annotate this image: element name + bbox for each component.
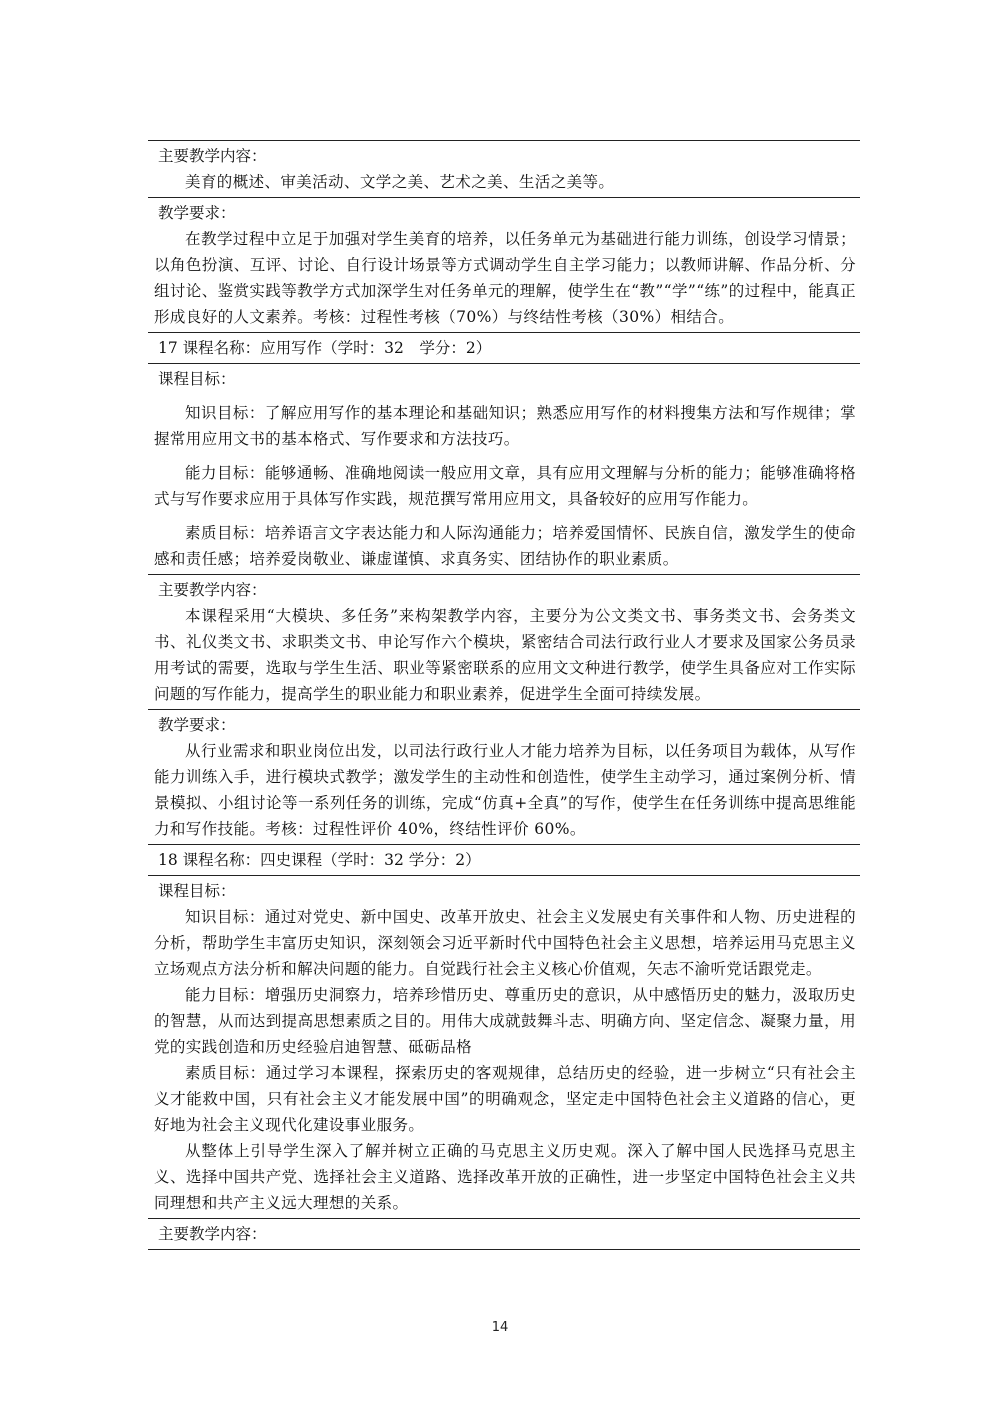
section-heading: 教学要求： <box>158 716 236 734</box>
section-paragraph: 素质目标：通过学习本课程，探索历史的客观规律，总结历史的经验，进一步树立“只有社会主义才能救中国，只有社会主义才能发展中国”的明确观念，坚定走中国特色社会主义道路的信心，更好地为社会主义现代化建设事业服务。 <box>154 1064 856 1134</box>
section-heading: 课程目标： <box>158 882 236 900</box>
section-heading: 主要教学内容： <box>158 1225 267 1243</box>
section-heading: 课程目标： <box>158 370 236 388</box>
document-section <box>148 844 860 875</box>
section-paragraph: 知识目标：了解应用写作的基本理论和基础知识；熟悉应用写作的材料搜集方法和写作规律；掌握常用应用文书的基本格式、写作要求和方法技巧。 <box>154 404 856 448</box>
section-heading: 主要教学内容： <box>158 581 267 599</box>
section-paragraph: 从行业需求和职业岗位出发，以司法行政行业人才能力培养为目标，以任务项目为载体，从写作能力训练入手，进行模块式教学；激发学生的主动性和创造性，使学生主动学习，通过案例分析、情景模拟、小组讨论等一系列任务的训练，完成“仿真+全真”的写作，使学生在任务训练中提高思维能力和写作技能。考核：过程性评价 40%，终结性评价 60%。 <box>154 742 856 838</box>
section-heading: 主要教学内容： <box>158 147 267 165</box>
section-heading: 教学要求： <box>158 204 236 222</box>
document-section <box>148 1218 860 1249</box>
document-section <box>148 574 860 709</box>
section-paragraph: 从整体上引导学生深入了解并树立正确的马克思主义历史观。深入了解中国人民选择马克思主义、选择中国共产党、选择社会主义道路、选择改革开放的正确性，进一步坚定中国特色社会主义共同理想和共产主义远大理想的关系。 <box>154 1142 856 1212</box>
section-paragraph: 知识目标：通过对党史、新中国史、改革开放史、社会主义发展史有关事件和人物、历史进程的分析，帮助学生丰富历史知识，深刻领会习近平新时代中国特色社会主义思想，培养运用马克思主义立场观点方法分析和解决问题的能力。自觉践行社会主义核心价值观，矢志不渝听党话跟党走。 <box>154 908 856 978</box>
section-end-rule <box>148 1249 860 1250</box>
document-section <box>148 363 860 574</box>
document-section <box>148 875 860 1218</box>
document-body <box>148 140 860 1250</box>
section-heading: 17 课程名称：应用写作（学时：32 学分：2） <box>158 339 492 357</box>
section-paragraph: 能力目标：增强历史洞察力，培养珍惜历史、尊重历史的意识，从中感悟历史的魅力，汲取历史的智慧，从而达到提高思想素质之目的。用伟大成就鼓舞斗志、明确方向、坚定信念、凝聚力量，用党的实践创造和历史经验启迪智慧、砥砺品格 <box>154 986 856 1056</box>
section-paragraph: 美育的概述、审美活动、文学之美、艺术之美、生活之美等。 <box>185 173 615 191</box>
section-heading: 18 课程名称：四史课程（学时：32 学分：2） <box>158 851 481 869</box>
section-paragraph: 本课程采用“大模块、多任务”来构架教学内容，主要分为公文类文书、事务类文书、会务类文书、礼仪类文书、求职类文书、申论写作六个模块，紧密结合司法行政行业人才要求及国家公务员录用考试的需要，选取与学生生活、职业等紧密联系的应用文文种进行教学，使学生具备应对工作实际问题的写作能力，提高学生的职业能力和职业素养，促进学生全面可持续发展。 <box>154 607 856 703</box>
section-paragraph: 素质目标：培养语言文字表达能力和人际沟通能力；培养爱国情怀、民族自信，激发学生的使命感和责任感；培养爱岗敬业、谦虚谨慎、求真务实、团结协作的职业素质。 <box>154 524 856 568</box>
section-paragraph: 能力目标：能够通畅、准确地阅读一般应用文章，具有应用文理解与分析的能力；能够准确将格式与写作要求应用于具体写作实践，规范撰写常用应用文，具备较好的应用写作能力。 <box>154 464 856 508</box>
document-section <box>148 709 860 844</box>
section-paragraph: 在教学过程中立足于加强对学生美育的培养，以任务单元为基础进行能力训练，创设学习情景；以角色扮演、互评、讨论、自行设计场景等方式调动学生自主学习能力；以教师讲解、作品分析、分组讨论、鉴赏实践等教学方式加深学生对任务单元的理解，使学生在“教”“学”“练”的过程中，能真正形成良好的人文素养。考核：过程性考核（70%）与终结性考核（30%）相结合。 <box>154 230 856 326</box>
document-section <box>148 197 860 332</box>
page-number: 14 <box>491 1320 509 1335</box>
document-section <box>148 332 860 363</box>
document-section <box>148 140 860 197</box>
